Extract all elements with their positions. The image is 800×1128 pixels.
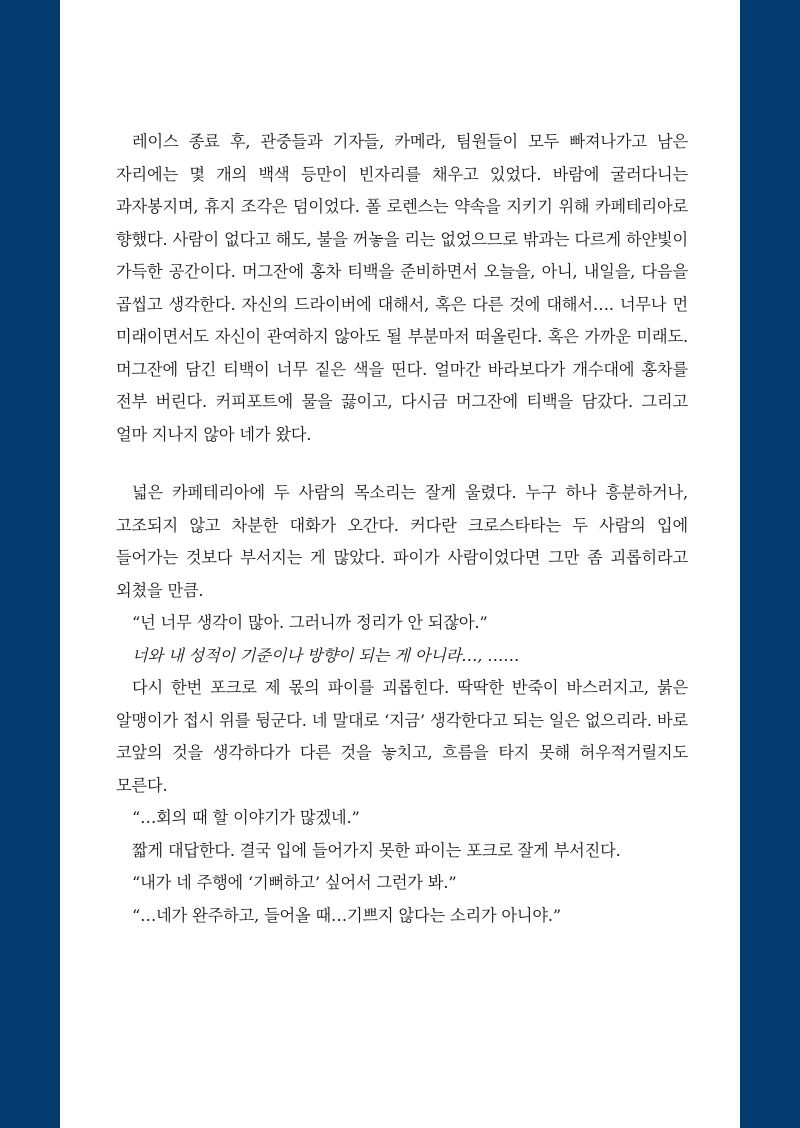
dialogue-line-2: “…회의 때 할 이야기가 많겠네.” [132,808,360,827]
dialogue-line-1: “넌 너무 생각이 많아. 그러니까 정리가 안 되잖아.” [132,613,488,632]
page-body [116,126,688,932]
dialogue-line-4: “…네가 완주하고, 들어올 때…기쁘지 않다는 소리가 아니야.” [132,905,562,925]
dialogue-line-3: “내가 네 주행에 ‘기뻐하고’ 싶어서 그런가 봐.” [132,873,457,892]
paragraph-4: 짧게 대답한다. 결국 입에 들어가지 못한 파이는 포크로 잘게 부서진다. [132,840,621,860]
paragraph-1: 레이스 종료 후, 관중들과 기자들, 카메라, 팀원들이 모두 빠져나가고 남은 자리에는 몇 개의 백색 등만이 빈자리를 채우고 있었다. 바람에 굴러다니는 과자봉지며, 휴지 조각은 덤이었다. 폴 로렌스는 약속을 지키기 위해 카페테리아로 향했다. 사람이 없다고 해도, 불을 꺼놓을 리는 없었으므로 밖과는 다르게 하얀빛이 가득한 공간이다. 머그잔에 홍차 티백을 준비하면서 오늘을, 아니, 내일을, 다음을 곱씹고 생각한다. 자신의 드라이버에 대해서, 혹은 다른 것에 대해서…. 너무나 먼 미래이면서도 자신이 관여하지 않아도 될 부분마저 떠올린다. 혹은 가까운 미래도. 머그잔에 담긴 티백이 너무 짙은 색을 띤다. 얼마간 바라보다가 개수대에 홍차를 전부 버린다. 커피포트에 물을 끓이고, 다시금 머그잔에 티백을 담갔다. 그리고 얼마 지나지 않아 네가 왔다. [116,132,688,444]
right-side-bar [740,0,800,1128]
left-side-bar [0,0,60,1128]
paragraph-2: 넓은 카페테리아에 두 사람의 목소리는 잘게 울렸다. 누구 하나 흥분하거나, 고조되지 않고 차분한 대화가 오간다. 커다란 크로스타타는 두 사람의 입에 들어가는 것보다 부서지는 게 많았다. 파이가 사람이었다면 그만 좀 괴롭히라고 외쳤을 만큼. [116,483,688,600]
thought-line-1: 너와 내 성적이 기준이나 방향이 되는 게 아니라…, …… [132,645,520,665]
paragraph-3: 다시 한번 포크로 제 몫의 파이를 괴롭힌다. 딱딱한 반죽이 바스러지고, 붉은 알맹이가 접시 위를 뒹군다. 네 말대로 ‘지금’ 생각한다고 되는 일은 없으리라. 바로 코앞의 것을 생각하다가 다른 것을 놓치고, 흐름을 타지 못해 허우적거릴지도 모른다. [116,678,688,795]
